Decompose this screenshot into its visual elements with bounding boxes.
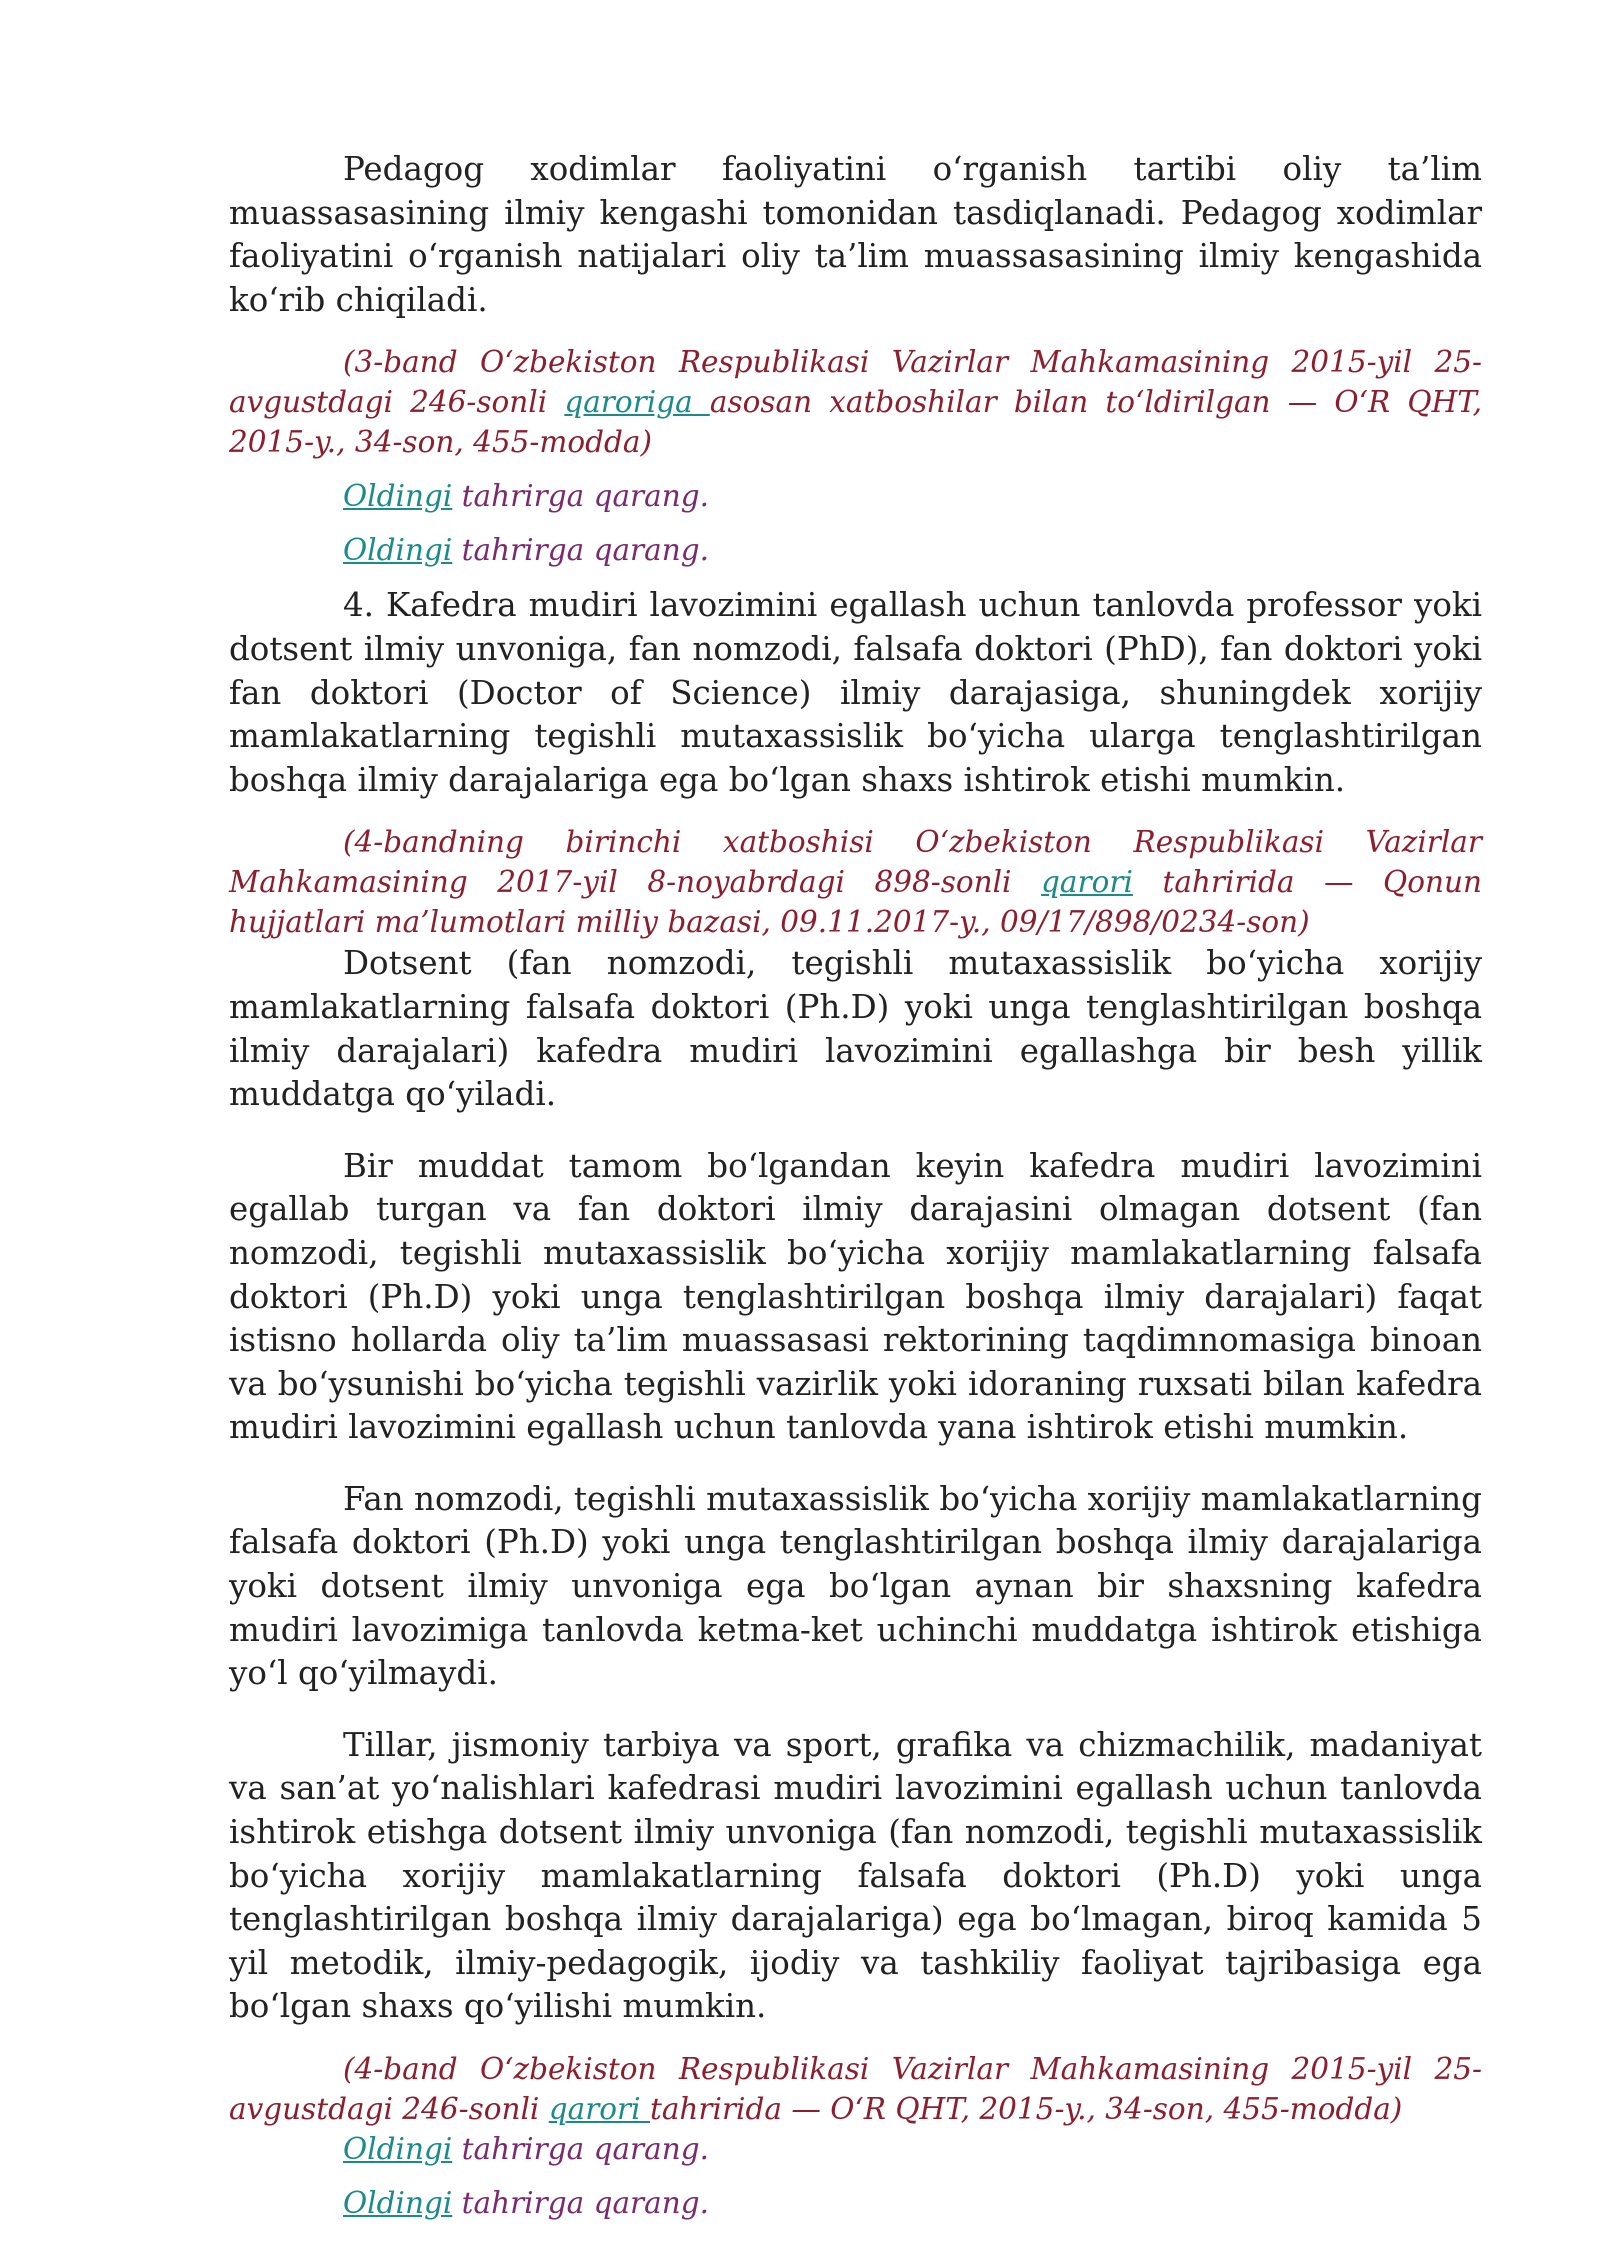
resolution-link[interactable]: qarori	[1041, 865, 1133, 900]
paragraph-5: Fan nomzodi, tegishli mutaxassislik bo‘yicha xorijiy mamlakatlarning falsafa doktori (Ph.D) yoki unga tenglashtirilgan boshqa ilmiy darajalariga yoki dotsent ilmiy unvoniga ega bo‘lgan aynan bir shaxsning kafedra mudiri lavozimiga tanlovda ketma-ket uchinchi muddatga ishtirok etishiga yo‘l qo‘yilmaydi.	[229, 1479, 1482, 1693]
ref-text: tahrirga qarang.	[452, 533, 709, 568]
previous-edition-ref-3	[229, 2129, 1482, 2169]
note-text: asosan xatboshilar bilan to‘ldirilgan — O‘R QHT, 2015-y., 34-son, 455-modda)	[229, 385, 1482, 460]
previous-edition-ref-2	[229, 530, 1482, 570]
note-text: (3-band O‘zbekiston Respublikasi Vazirlar Mahkamasining 2015-yil 25-avgustdagi 246-sonli	[229, 345, 1482, 420]
resolution-link[interactable]: qaroriga	[564, 385, 710, 420]
previous-edition-link[interactable]: Oldingi	[343, 2132, 453, 2166]
ref-text: tahrirga qarang.	[452, 2132, 709, 2166]
paragraph-3: Dotsent (fan nomzodi, tegishli mutaxassislik bo‘yicha xorijiy mamlakatlarning falsafa doktori (Ph.D) yoki unga tenglashtirilgan boshqa ilmiy darajalari) kafedra mudiri lavozimini egallashga bir besh yillik muddatga qo‘yiladi.	[229, 944, 1482, 1114]
previous-edition-link[interactable]: Oldingi	[343, 533, 453, 568]
paragraph-4: Bir muddat tamom bo‘lgandan keyin kafedra mudiri lavozimini egallab turgan va fan doktori ilmiy darajasini olmagan dotsent (fan nomzodi, tegishli mutaxassislik bo‘yicha xorijiy mamlakatlarning falsafa doktori (Ph.D) yoki unga tenglashtirilgan boshqa ilmiy darajalari) faqat istisno hollarda oliy ta’lim muassasasi rektorining taqdimnomasiga binoan va bo‘ysunishi bo‘yicha tegishli vazirlik yoki idoraning ruxsati bilan kafedra mudiri lavozimini egallash uchun tanlovda yana ishtirok etishi mumkin.	[229, 1146, 1482, 1447]
ref-text: tahrirga qarang.	[452, 479, 709, 514]
previous-edition-link[interactable]: Oldingi	[343, 479, 453, 514]
paragraph-1: Pedagog xodimlar faoliyatini o‘rganish tartibi oliy ta’lim muassasasining ilmiy kengashi tomonidan tasdiqlanadi. Pedagog xodimlar faoliyatini o‘rganish natijalari oliy ta’lim muassasasining ilmiy kengashida ko‘rib chiqiladi.	[229, 150, 1482, 319]
amendment-note-1	[229, 342, 1482, 462]
paragraph-6: Tillar, jismoniy tarbiya va sport, grafika va chizmachilik, madaniyat va san’at yo‘nalishlari kafedrasi mudiri lavozimini egallash uchun tanlovda ishtirok etishga dotsent ilmiy unvoniga (fan nomzodi, tegishli mutaxassislik bo‘yicha xorijiy mamlakatlarning falsafa doktori (Ph.D) yoki unga tenglashtirilgan boshqa ilmiy darajalariga) ega bo‘lmagan, biroq kamida 5 yil metodik, ilmiy-pedagogik, ijodiy va tashkiliy faoliyat tajribasiga ega bo‘lgan shaxs qo‘yilishi mumkin.	[229, 1725, 1482, 2026]
note-text: tahririda — Qonun hujjatlari ma’lumotlari milliy bazasi, 09.11.2017-y., 09/17/898/0234-son)	[229, 865, 1482, 940]
amendment-note-2	[229, 822, 1482, 942]
note-text: (4-bandning birinchi xatboshisi O‘zbekiston Respublikasi Vazirlar Mahkamasining 2017-yil 8-noyabrdagi 898-sonli	[229, 825, 1482, 900]
resolution-link[interactable]: qarori	[548, 2092, 650, 2126]
amendment-note-3	[229, 2049, 1482, 2129]
paragraph-2: 4. Kafedra mudiri lavozimini egallash uchun tanlovda professor yoki dotsent ilmiy unvoniga, fan nomzodi, falsafa doktori (PhD), fan doktori yoki fan doktori (Doctor of Science) ilmiy darajasiga, shuningdek xorijiy mamlakatlarning tegishli mutaxassislik bo‘yicha ularga tenglashtirilgan boshqa ilmiy darajalariga ega bo‘lgan shaxs ishtirok etishi mumkin.	[229, 586, 1482, 799]
previous-edition-ref-1	[229, 476, 1482, 516]
note-text: (4-band O‘zbekiston Respublikasi Vazirlar Mahkamasining 2015-yil 25-avgustdagi 246-sonli	[229, 2052, 1482, 2126]
previous-edition-ref-4	[229, 2183, 1482, 2223]
ref-text: tahrirga qarang.	[452, 2186, 709, 2220]
note-text: tahririda — O‘R QHT, 2015-y., 34-son, 455-modda)	[649, 2092, 1403, 2126]
previous-edition-link[interactable]: Oldingi	[343, 2186, 453, 2220]
